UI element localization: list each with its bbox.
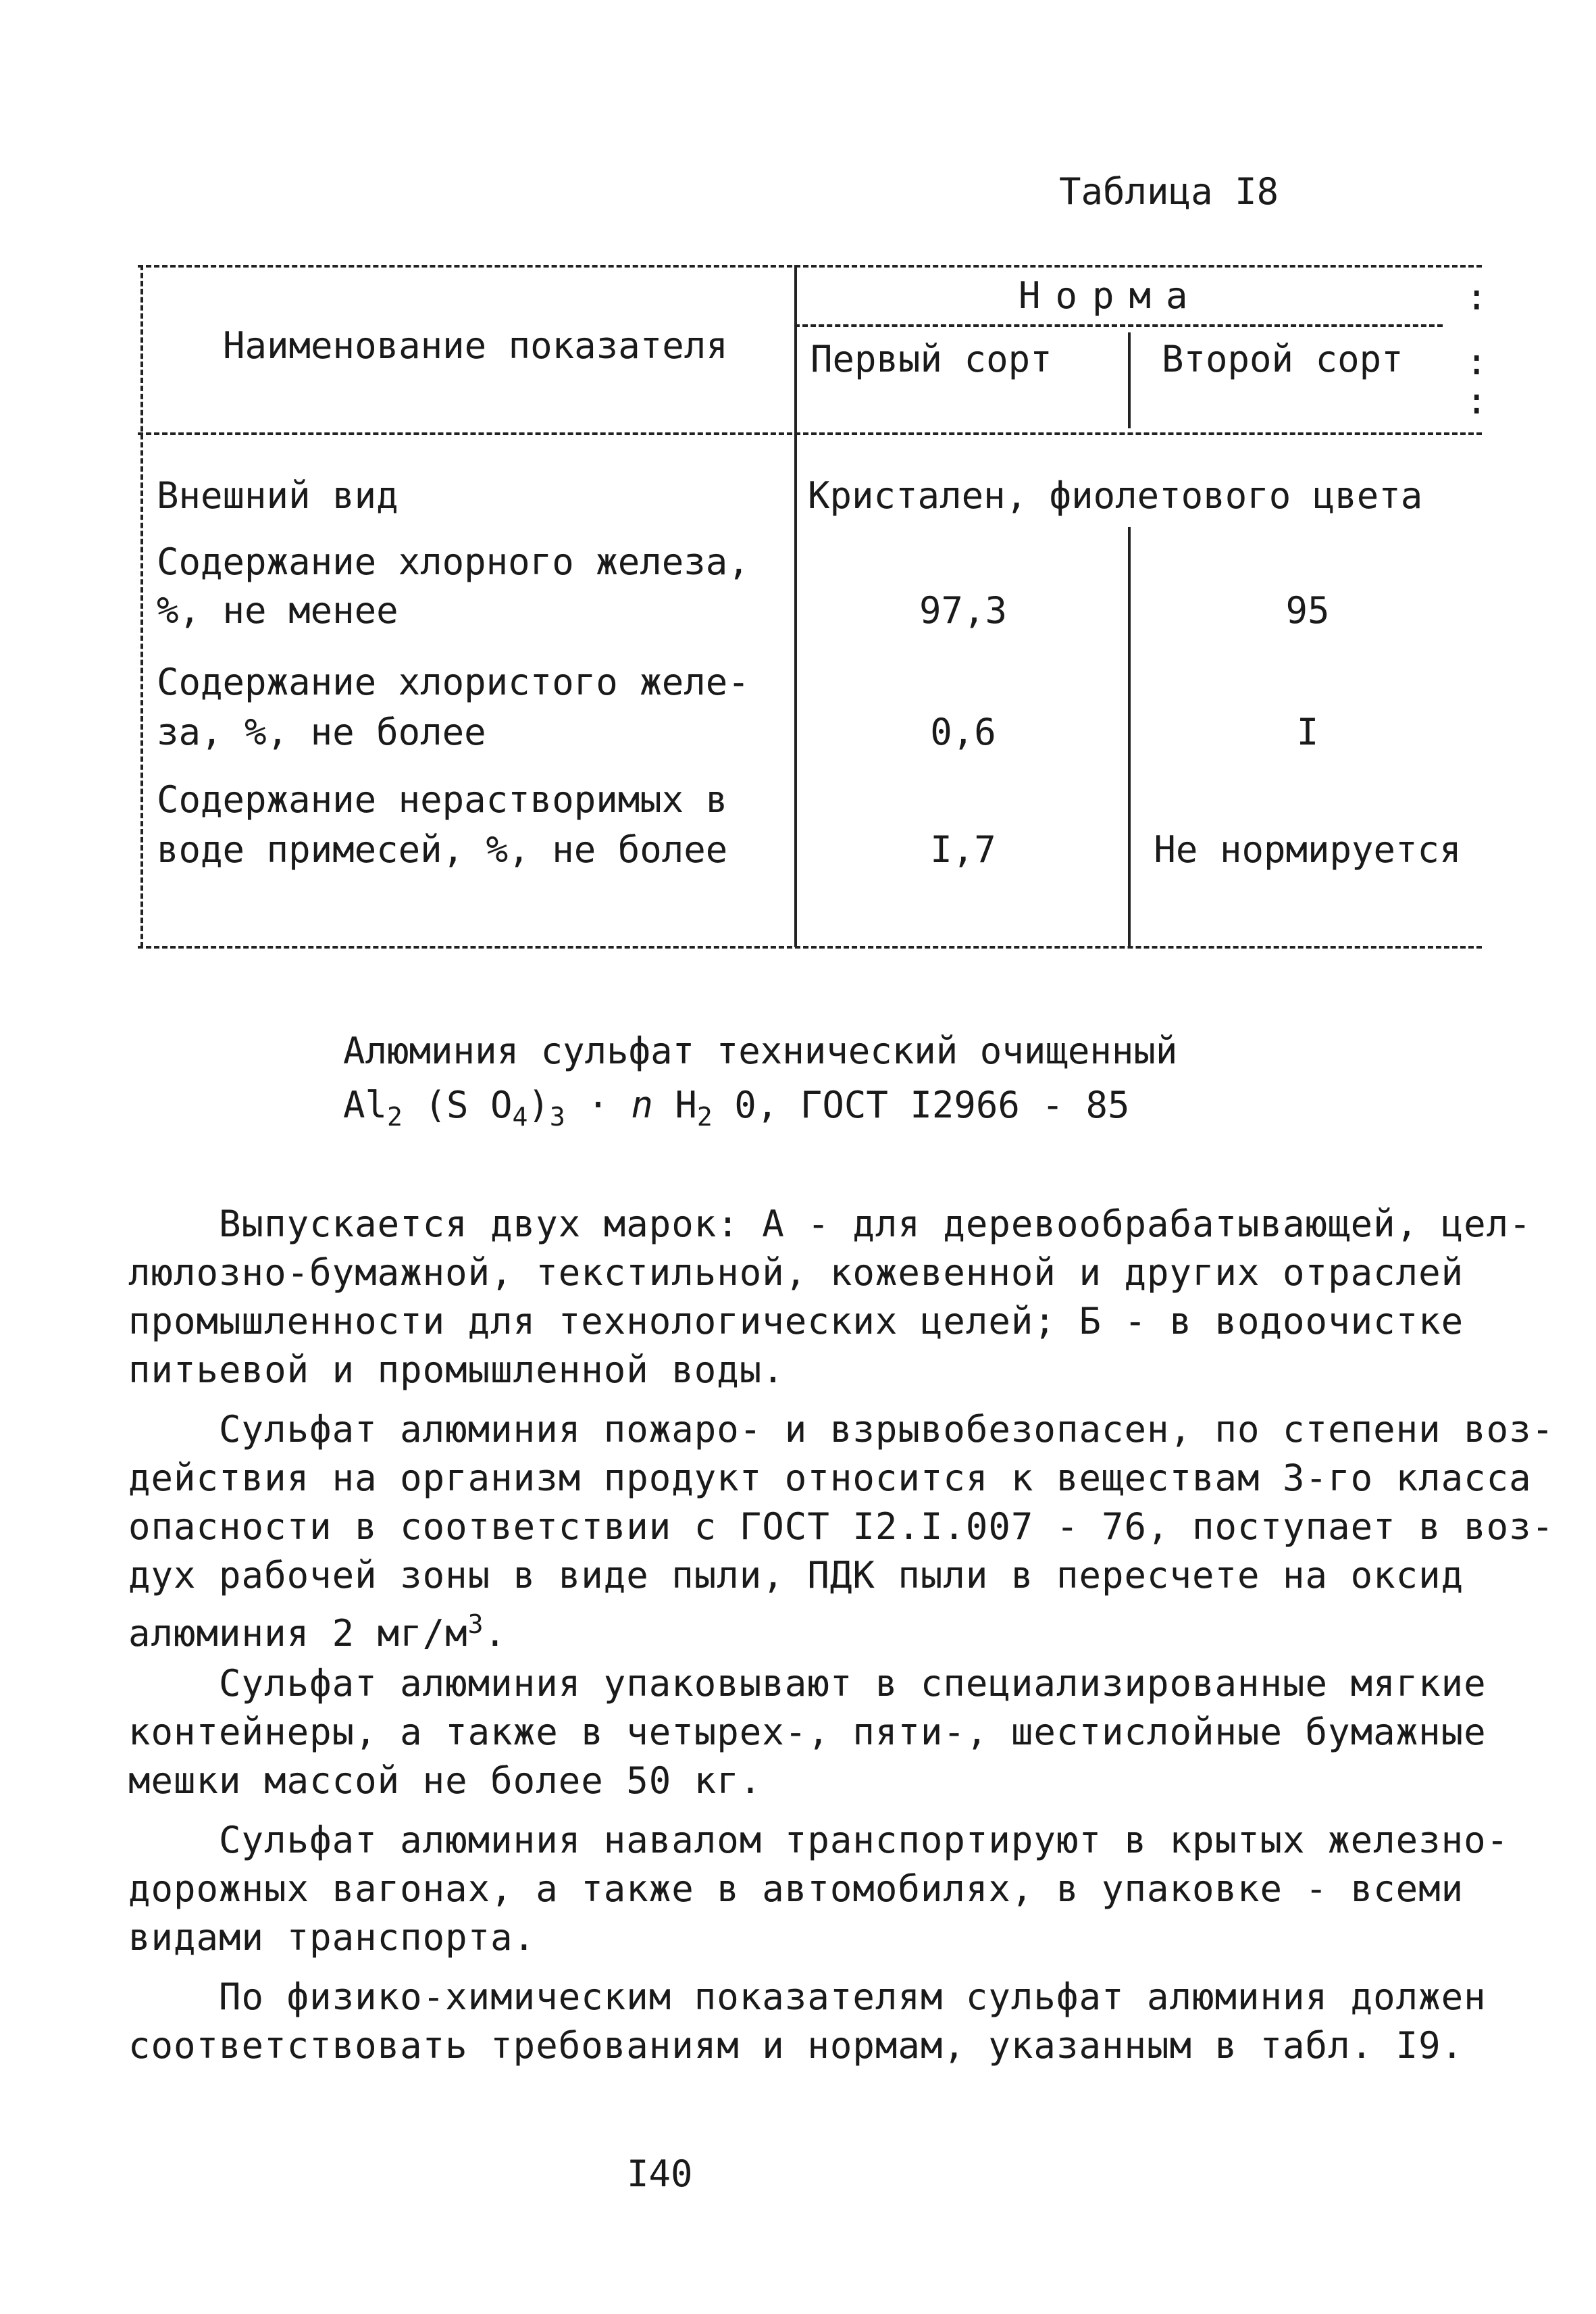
row-name-line: воде примесей, %, не более (157, 828, 728, 871)
chemical-formula (343, 1081, 1129, 1141)
paragraph-line: Выпускается двух марок: А - для деревообрабатывающей, цел- (128, 1203, 1532, 1245)
header-colon: : (1466, 380, 1488, 422)
formula-subscript: 2 (387, 1101, 403, 1132)
row-name-line: Содержание хлорного железа, (157, 540, 750, 583)
header-colon: : (1466, 276, 1488, 318)
row-second-grade-value: 95 (1285, 589, 1330, 632)
formula-subscript: 3 (549, 1101, 565, 1132)
paragraph-line: Сульфат алюминия упаковывают в специализированные мягкие (128, 1662, 1487, 1705)
formula-part: Al (343, 1084, 388, 1126)
header-second-grade: Второй сорт (1162, 338, 1404, 380)
header-indicator: Наименование показателя (223, 324, 728, 367)
formula-subscript: 2 (696, 1101, 713, 1132)
paragraph-line: мешки массой не более 50 кг. (128, 1759, 763, 1802)
row-second-grade-value: I (1296, 711, 1319, 753)
table-top-rule (138, 265, 1482, 268)
norm-divider-rule (794, 324, 1443, 327)
table-bottom-rule (138, 946, 1482, 949)
row-span-value: Кристален, фиолетового цвета (808, 474, 1423, 517)
row-name-line: Содержание нерастворимых в (157, 778, 728, 821)
formula-part: · (565, 1084, 632, 1126)
paragraph-line: дорожных вагонах, а также в автомобилях, в упаковке - всеми (128, 1867, 1464, 1910)
header-first-grade: Первый сорт (810, 338, 1052, 380)
paragraph-line: дух рабочей зоны в виде пыли, ПДК пыли в пересчете на оксид (128, 1554, 1464, 1596)
section-title: Алюминия сульфат технический очищенный (343, 1030, 1178, 1072)
formula-part: H (652, 1084, 697, 1126)
paragraph-line: видами транспорта. (128, 1916, 536, 1959)
paragraph-line: Сульфат алюминия пожаро- и взрывобезопасен, по степени воз- (128, 1408, 1555, 1451)
paragraph-line: контейнеры, а также в четырех-, пяти-, шестислойные бумажные (128, 1711, 1487, 1753)
header-norm: Норма (1019, 274, 1203, 317)
column-divider-1 (794, 265, 797, 947)
row-first-grade-value: 97,3 (919, 589, 1008, 632)
formula-part: 0, ГОСТ I2966 - 85 (712, 1084, 1130, 1126)
row-name-line: %, не менее (157, 589, 398, 632)
paragraph-line: люлозно-бумажной, текстильной, кожевенной и других отраслей (128, 1251, 1464, 1294)
formula-part: (S O (402, 1084, 513, 1126)
paragraph-line: опасности в соответствии с ГОСТ I2.I.007 - 76, поступает в воз- (128, 1505, 1555, 1548)
header-grade-divider (1128, 332, 1131, 428)
table-caption: Таблица I8 (1059, 170, 1279, 213)
row-name-line: Внешний вид (157, 474, 398, 517)
row-name-line: за, %, не более (157, 711, 486, 753)
column-divider-2 (1128, 527, 1131, 947)
paragraph-line: действия на организм продукт относится к веществам 3-го класса (128, 1457, 1532, 1499)
row-name-line: Содержание хлористого желе- (157, 661, 750, 703)
formula-part: n (631, 1084, 653, 1126)
paragraph-line: промышленности для технологических целей; Б - в водоочистке (128, 1300, 1464, 1342)
row-first-grade-value: I,7 (930, 828, 996, 871)
header-colon: : (1466, 341, 1488, 383)
row-second-grade-value: Не нормируется (1154, 828, 1462, 871)
paragraph-line: питьевой и промышленной воды. (128, 1349, 785, 1391)
page-number: I40 (627, 2153, 693, 2195)
formula-part: ) (527, 1084, 550, 1126)
table-left-border (140, 265, 143, 947)
formula-subscript: 4 (512, 1101, 528, 1132)
paragraph-line: алюминия 2 $мг/м^3$. (128, 1609, 507, 1655)
header-bottom-rule (138, 432, 1482, 435)
paragraph-line: Сульфат алюминия навалом транспортируют в крытых железно- (128, 1819, 1510, 1861)
paragraph-line: По физико-химическим показателям сульфат алюминия должен (128, 1976, 1487, 2018)
row-first-grade-value: 0,6 (930, 711, 996, 753)
paragraph-line: соответствовать требованиям и нормам, указанным в табл. I9. (128, 2024, 1464, 2067)
